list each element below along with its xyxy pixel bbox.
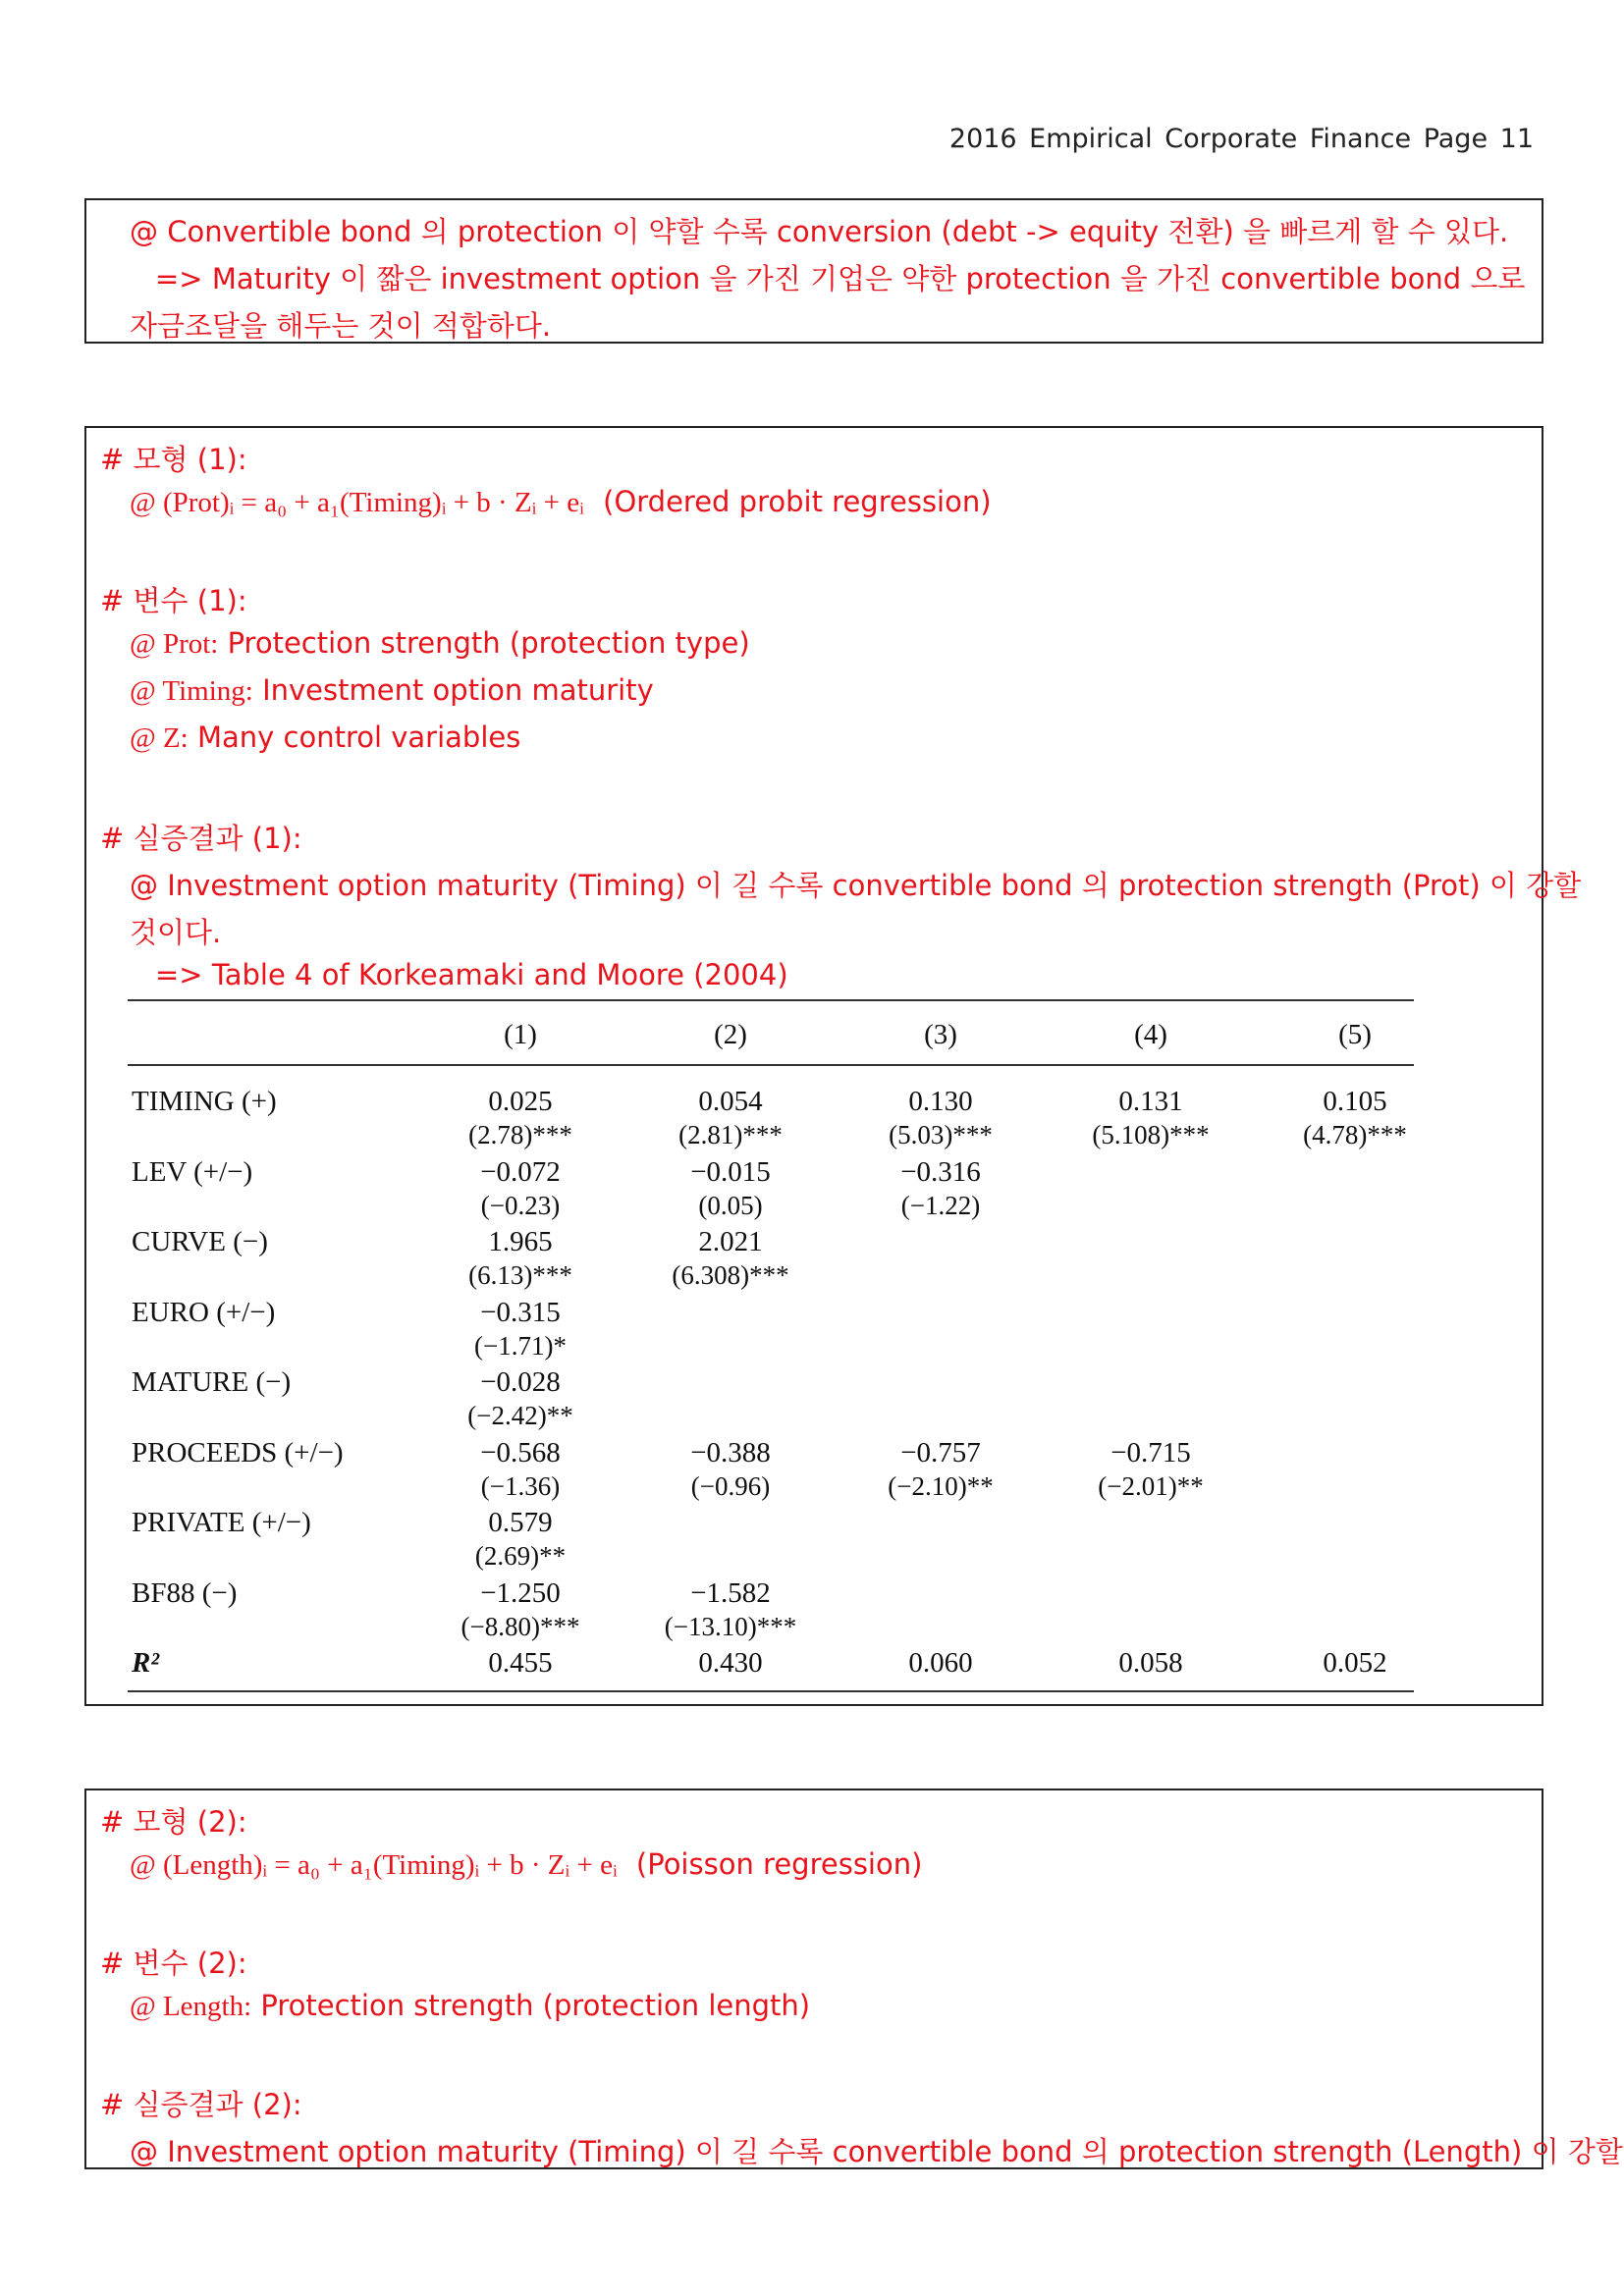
table-coef-cell: 0.130: [908, 1086, 973, 1117]
table-tstat-cell: (2.78)***: [468, 1120, 572, 1149]
table-row-label: LEV (+/−): [132, 1155, 253, 1188]
table-tstat-cell: (−2.42)**: [467, 1401, 573, 1430]
model-2-heading: # 모형 (2):: [100, 1805, 247, 1839]
table-coef-cell: 0.131: [1118, 1086, 1183, 1117]
table-tstat-cell: (5.108)***: [1092, 1120, 1210, 1149]
table-coef-cell: −0.015: [690, 1155, 771, 1188]
table-column-header: (1): [504, 1019, 537, 1050]
table-coef-cell: −0.316: [900, 1155, 981, 1188]
table-r2-cell: 0.052: [1323, 1647, 1387, 1679]
model-2-method: (Poisson regression): [635, 1847, 923, 1881]
model-1-formula: @ (Prot)ᵢ = a₀ + a₁(Timing)ᵢ + b · Zᵢ + eᵢ: [130, 487, 584, 518]
table-coef-cell: −0.315: [480, 1296, 561, 1328]
table-coef-cell: 1.965: [488, 1226, 553, 1257]
table-coef-cell: −1.250: [480, 1576, 561, 1609]
table-tstat-cell: (−8.80)***: [460, 1611, 580, 1641]
model-2-equation: [130, 1847, 922, 1882]
table-column-header: (4): [1134, 1019, 1167, 1050]
table-tstat-cell: (−1.22): [900, 1190, 981, 1220]
variable-timing: @ Timing: Investment option maturity: [130, 673, 654, 707]
table-r2-cell: 0.058: [1118, 1647, 1183, 1679]
note-line-2: => Maturity 이 짧은 investment option 을 가진 기업은 약한 protection 을 가진 convertible bond 으로: [155, 262, 1526, 295]
variable-z: @ Z: Many control variables: [130, 721, 521, 754]
model-2-box: [84, 1789, 1623, 2169]
results-1-line-2: 것이다.: [130, 916, 222, 949]
table-row-label: TIMING (+): [132, 1086, 277, 1117]
table-tstat-cell: (−2.10)**: [888, 1470, 994, 1501]
note-box-conversion: [84, 198, 1543, 344]
table-tstat-cell: (2.81)***: [678, 1120, 783, 1149]
table-tstat-cell: (0.05): [698, 1190, 763, 1220]
table-header-rule: [128, 1064, 1414, 1066]
table-tstat-cell: (4.78)***: [1303, 1120, 1407, 1149]
model-1-heading: # 모형 (1):: [100, 443, 247, 476]
table-coef-cell: −0.388: [690, 1436, 771, 1468]
table-tstat-cell: (−2.01)**: [1098, 1470, 1204, 1501]
results-1-line-1: @ Investment option maturity (Timing) 이 길 수록 convertible bond 의 protection strength (Prot) 이 강할: [130, 869, 1582, 902]
table-bottom-rule: [128, 1690, 1414, 1692]
table-coef-cell: 0.579: [488, 1507, 553, 1538]
table-r2-label: R²: [132, 1647, 160, 1679]
results-1-line-3: => Table 4 of Korkeamaki and Moore (2004): [155, 958, 788, 991]
results-1-heading: # 실증결과 (1):: [100, 822, 302, 855]
table-coef-cell: 0.054: [698, 1086, 763, 1117]
table-tstat-cell: (6.308)***: [672, 1260, 789, 1290]
table-coef-cell: 0.105: [1323, 1086, 1387, 1117]
table-tstat-cell: (−0.23): [480, 1190, 561, 1220]
table-coef-cell: −0.715: [1110, 1436, 1191, 1468]
table-column-header: (2): [714, 1019, 747, 1050]
model-1-method: (Ordered probit regression): [603, 485, 992, 518]
table-r2-cell: 0.060: [908, 1647, 973, 1679]
table-top-rule: [128, 999, 1414, 1001]
table-tstat-cell: (5.03)***: [889, 1120, 993, 1149]
table-row-label: PROCEEDS (+/−): [132, 1436, 344, 1468]
table-tstat-cell: (6.13)***: [468, 1260, 572, 1290]
table-coef-cell: −0.072: [480, 1155, 561, 1188]
note-line-3: 자금조달을 해두는 것이 적합하다.: [130, 309, 552, 343]
table-row-label: EURO (+/−): [132, 1296, 276, 1328]
variable-length: @ Length: Protection strength (protection length): [130, 1989, 811, 2022]
table-tstat-cell: (−1.71)*: [474, 1330, 567, 1361]
table-coef-cell: −0.757: [900, 1436, 981, 1468]
table-column-header: (3): [924, 1019, 957, 1050]
table-row-label: PRIVATE (+/−): [132, 1507, 311, 1538]
table-coef-cell: −0.028: [480, 1366, 561, 1398]
table-r2-cell: 0.455: [488, 1647, 553, 1679]
model-1-equation: [130, 485, 992, 519]
table-row-label: CURVE (−): [132, 1226, 268, 1257]
table-r2-cell: 0.430: [698, 1647, 763, 1679]
variables-2-heading: # 변수 (2):: [100, 1947, 247, 1980]
variable-prot: @ Prot: Protection strength (protection type): [130, 626, 750, 660]
regression-table: [128, 999, 1414, 1706]
table-column-header: (5): [1338, 1019, 1372, 1050]
table-tstat-cell: (−1.36): [480, 1470, 561, 1501]
table-tstat-cell: (2.69)**: [474, 1541, 567, 1571]
table-coef-cell: −0.568: [480, 1436, 561, 1468]
table-tstat-cell: (−0.96): [690, 1470, 771, 1501]
variables-1-heading: # 변수 (1):: [100, 584, 247, 617]
note-line-1: @ Convertible bond 의 protection 이 약할 수록 conversion (debt -> equity 전환) 을 빠르게 할 수 있다.: [130, 215, 1509, 248]
model-2-formula: @ (Length)ᵢ = a₀ + a₁(Timing)ᵢ + b · Zᵢ + eᵢ: [130, 1849, 618, 1881]
page-header: 2016 Empirical Corporate Finance Page 11: [948, 124, 1534, 154]
table-coef-cell: 2.021: [698, 1226, 763, 1257]
table-row-label: MATURE (−): [132, 1366, 292, 1398]
results-2-line-1: @ Investment option maturity (Timing) 이 길 수록 convertible bond 의 protection strength (Length) 이 강할: [130, 2135, 1623, 2168]
results-2-heading: # 실증결과 (2):: [100, 2088, 302, 2121]
table-row-label: BF88 (−): [132, 1576, 238, 1609]
table-coef-cell: −1.582: [690, 1576, 771, 1609]
table-tstat-cell: (−13.10)***: [664, 1611, 797, 1641]
table-coef-cell: 0.025: [488, 1086, 553, 1117]
